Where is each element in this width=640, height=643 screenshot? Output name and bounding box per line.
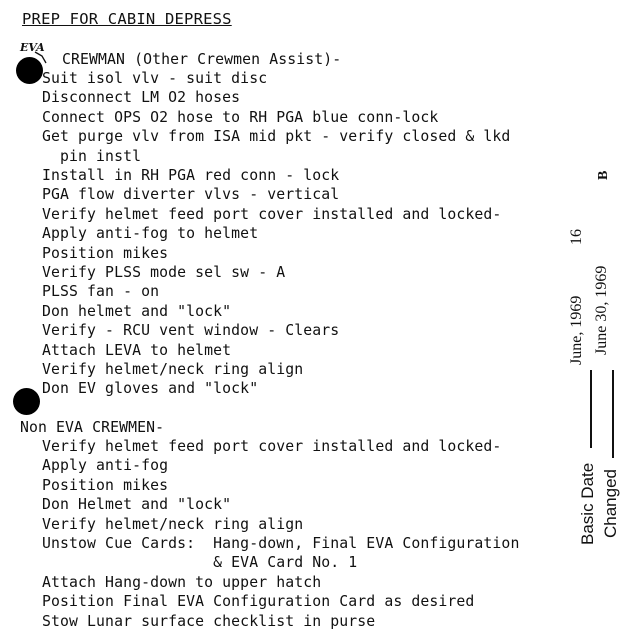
checklist-step: Don EV gloves and "lock": [42, 380, 259, 398]
checklist-step: Disconnect LM O2 hoses: [42, 89, 241, 107]
basic-date-label: Basic Date: [578, 462, 597, 545]
attention-dot-top: [16, 57, 43, 84]
checklist-step: PLSS fan - on: [42, 283, 160, 301]
checklist-step: Unstow Cue Cards: Hang-down, Final EVA Configuration: [42, 535, 520, 552]
checklist-step: Position mikes: [42, 244, 169, 262]
checklist-step: Suit isol vlv - suit disc: [42, 70, 268, 87]
checklist-step: Attach Hang-down to upper hatch: [42, 573, 322, 591]
checklist-step: Position Final EVA Configuration Card as desired: [42, 593, 475, 611]
checklist-step: Connect OPS O2 hose to RH PGA blue conn-lock: [42, 108, 439, 126]
non-eva-section-header: Non EVA CREWMEN-: [20, 419, 165, 436]
page-number: 16: [568, 229, 585, 245]
checklist-step: Don Helmet and "lock": [42, 496, 232, 514]
eva-handwritten-label: EVA: [20, 41, 45, 54]
checklist-step: Verify helmet feed port cover installed and locked-: [42, 205, 502, 223]
checklist-step: Stow Lunar surface checklist in purse: [42, 612, 376, 630]
checklist-step: Verify helmet/neck ring align: [42, 515, 304, 533]
eva-section-header: CREWMAN (Other Crewmen Assist)-: [62, 51, 342, 68]
checklist-step: Verify helmet/neck ring align: [42, 361, 304, 378]
checklist-step: Install in RH PGA red conn - lock: [42, 167, 340, 184]
changed-label: Changed: [601, 468, 620, 538]
checklist-step: Get purge vlv from ISA mid pkt - verify closed & lkd: [42, 128, 511, 146]
checklist-step: & EVA Card No. 1: [42, 554, 358, 572]
checklist-step: Verify PLSS mode sel sw - A: [42, 264, 286, 281]
revision-mark: B: [596, 170, 611, 180]
checklist-step: Apply anti-fog to helmet: [42, 225, 259, 243]
checklist-step: Don helmet and "lock": [42, 302, 232, 320]
changed-rule: [612, 370, 614, 458]
changed-value: June 30, 1969: [593, 265, 610, 355]
attention-dot-bottom: [13, 388, 40, 415]
checklist-step: Position mikes: [42, 476, 169, 494]
checklist-step: Apply anti-fog: [42, 457, 169, 475]
checklist-step: Attach LEVA to helmet: [42, 341, 232, 359]
checklist-step: Verify helmet feed port cover installed and locked-: [42, 438, 502, 455]
page-title: PREP FOR CABIN DEPRESS: [22, 10, 232, 28]
checklist-step: Verify - RCU vent window - Clears: [42, 322, 340, 340]
basic-date-rule: [590, 370, 592, 448]
basic-date-value: June, 1969: [568, 295, 585, 365]
checklist-step: pin instl: [42, 147, 142, 165]
checklist-step: PGA flow diverter vlvs - vertical: [42, 186, 340, 204]
